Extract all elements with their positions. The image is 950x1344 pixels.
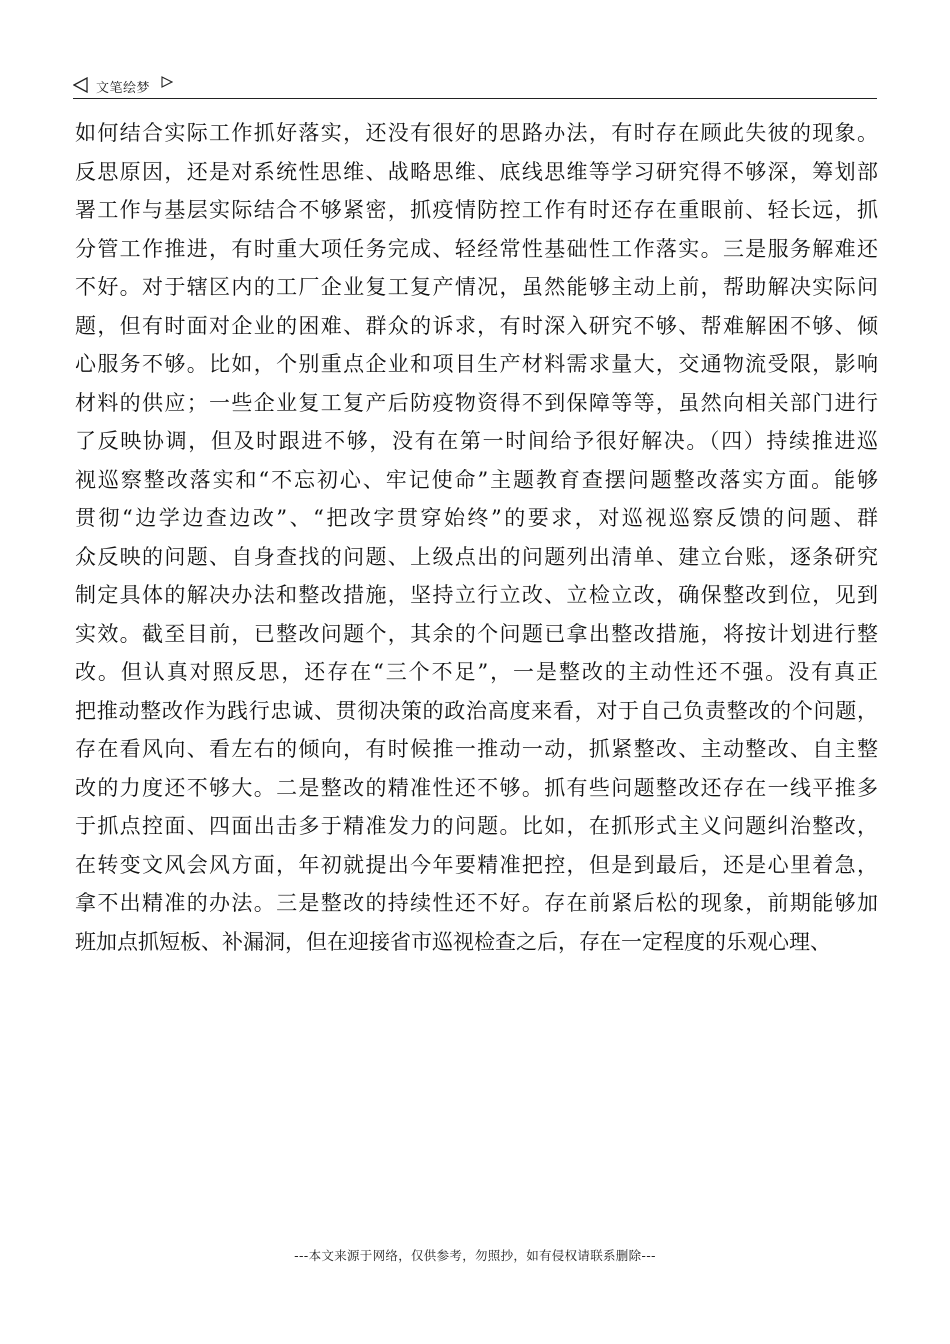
body-line: 班加点抓短板、补漏洞，但在迎接省市巡视检查之后，存在一定程度的乐观心理、	[75, 929, 831, 954]
body-line: 制定具体的解决办法和整改措施，坚持立行立改、立检立改，确保整改到位，见到	[75, 583, 878, 607]
body-line: 把推动整改作为践行忠诚、贯彻决策的政治高度来看，对于自己负责整改的个问题，	[75, 698, 878, 723]
document-body	[75, 114, 878, 961]
body-line: 反思原因，还是对系统性思维、战略思维、底线思维等学习研究得不够深，筹划部	[75, 159, 878, 184]
body-line: 实效。截至目前，已整改问题个，其余的个问题已拿出整改措施，将按计划进行整	[75, 621, 878, 646]
body-line: 拿不出精准的办法。三是整改的持续性还不好。存在前紧后松的现象，前期能够加	[75, 891, 878, 915]
body-line: 众反映的问题、自身查找的问题、上级点出的问题列出清单、建立台账，逐条研究	[75, 544, 878, 569]
triangle-left-icon	[73, 77, 89, 93]
header-brand: 文笔绘梦	[96, 81, 151, 96]
body-line: 了反映协调，但及时跟进不够，没有在第一时间给予很好解决。（四）持续推进巡	[75, 429, 878, 453]
page-footer: ---本文来源于网络，仅供参考，勿照抄，如有侵权请联系删除---	[294, 1248, 656, 1263]
body-line: 于抓点控面、四面出击多于精准发力的问题。比如，在抓形式主义问题纠治整改，	[75, 814, 878, 838]
body-line: 心服务不够。比如，个别重点企业和项目生产材料需求量大，交通物流受限，影响	[75, 352, 878, 376]
body-line: 存在看风向、看左右的倾向，有时候推一推动一动，抓紧整改、主动整改、自主整	[75, 737, 878, 761]
triangle-right-icon	[161, 76, 173, 88]
body-line: 在转变文风会风方面，年初就提出今年要精准把控，但是到最后，还是心里着急，	[75, 852, 878, 877]
body-line: 材料的供应；一些企业复工复产后防疫物资得不到保障等等，虽然向相关部门进行	[75, 390, 878, 415]
page-header	[73, 74, 877, 99]
body-line: 如何结合实际工作抓好落实，还没有很好的思路办法，有时存在顾此失彼的现象。	[75, 121, 878, 145]
body-line: 署工作与基层实际结合不够紧密，抓疫情防控工作有时还存在重眼前、轻长远，抓	[75, 198, 878, 222]
body-line: 不好。对于辖区内的工厂企业复工复产情况，虽然能够主动上前，帮助解决实际问	[75, 275, 878, 299]
body-line: 视巡察整改落实和“不忘初心、牢记使命”主题教育查摆问题整改落实方面。能够	[75, 467, 878, 492]
body-line: 题，但有时面对企业的困难、群众的诉求，有时深入研究不够、帮难解困不够、倾	[75, 313, 878, 338]
body-line: 分管工作推进，有时重大项任务完成、轻经常性基础性工作落实。三是服务解难还	[75, 236, 878, 261]
body-line: 改的力度还不够大。二是整改的精准性还不够。抓有些问题整改还存在一线平推多	[75, 775, 878, 800]
body-line: 贯彻“边学边查边改”、“把改字贯穿始终”的要求，对巡视巡察反馈的问题、群	[75, 506, 878, 530]
body-line: 改。但认真对照反思，还存在“三个不足”，一是整改的主动性还不强。没有真正	[75, 660, 878, 684]
